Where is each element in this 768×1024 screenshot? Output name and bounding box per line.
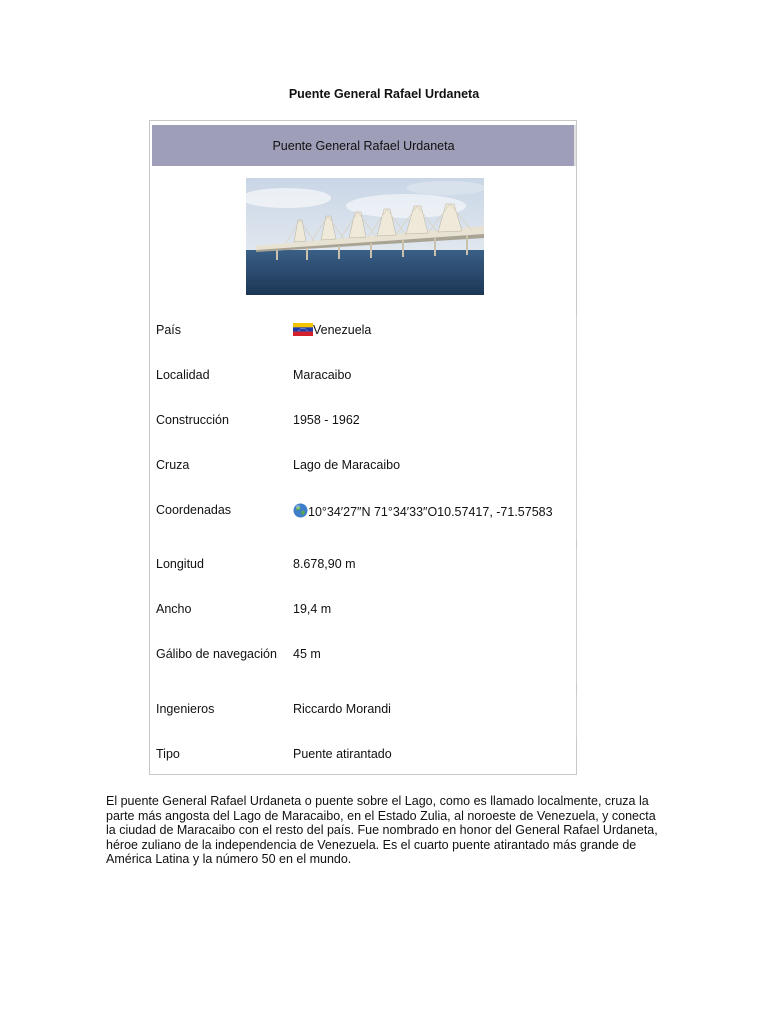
row-value: 8.678,90 m: [293, 557, 356, 571]
row-label: Coordenadas: [156, 503, 232, 517]
infobox-row-longitud: [150, 549, 576, 579]
row-label: Ingenieros: [156, 702, 215, 716]
row-label: Longitud: [156, 557, 204, 571]
row-value[interactable]: [293, 503, 553, 519]
row-divider: [576, 594, 577, 638]
infobox-row-tipo: [150, 739, 576, 769]
country-name: Venezuela: [313, 323, 372, 337]
row-value: [293, 323, 371, 337]
row-divider: [576, 549, 577, 593]
row-value: Riccardo Morandi: [293, 702, 391, 716]
article-paragraph: El puente General Rafael Urdaneta o puente sobre el Lago, como es llamado localmente, cruza la parte más angosta del Lago de Maracaibo, en el Estado Zulia, al noroeste de Venezuela, y conecta la ciudad de Maracaibo con el resto del país. Fue nombrado en honor del General Rafael Urdaneta, héroe zuliano de la independencia de Venezuela. Es el cuarto puente atirantado más grande de América Latina y la número 50 en el mundo.: [106, 794, 658, 867]
row-divider: [576, 694, 577, 738]
infobox: [149, 120, 577, 775]
row-label: Localidad: [156, 368, 210, 382]
row-label: Tipo: [156, 747, 180, 761]
row-divider: [576, 315, 577, 359]
row-divider: [576, 450, 577, 494]
infobox-row-coordenadas: [150, 495, 576, 525]
infobox-row-localidad: [150, 360, 576, 390]
row-value: Maracaibo: [293, 368, 352, 382]
row-value: 19,4 m: [293, 602, 332, 616]
infobox-row-ingenieros: [150, 694, 576, 724]
header-divider: [574, 125, 576, 166]
row-divider: [576, 495, 577, 539]
page-title: Puente General Rafael Urdaneta: [288, 87, 480, 101]
row-label: Cruza: [156, 458, 190, 472]
row-divider: [576, 405, 577, 449]
row-value: 1958 - 1962: [293, 413, 360, 427]
row-divider: [576, 360, 577, 404]
row-label: País: [156, 323, 182, 337]
row-value: 45 m: [293, 647, 321, 661]
row-divider: [576, 639, 577, 683]
row-value: Puente atirantado: [293, 747, 392, 761]
infobox-row-pais: [150, 315, 576, 345]
infobox-row-galibo: [150, 639, 576, 669]
bridge-photo: [246, 178, 484, 295]
globe-icon[interactable]: [293, 503, 308, 518]
venezuela-flag-icon: [293, 323, 313, 336]
row-label: Gálibo de navegación: [156, 647, 277, 661]
infobox-row-cruza: [150, 450, 576, 480]
row-value: Lago de Maracaibo: [293, 458, 401, 472]
infobox-header: Puente General Rafael Urdaneta: [152, 125, 575, 166]
infobox-row-construccion: [150, 405, 576, 435]
coordinates-link[interactable]: 10°34′27″N 71°34′33″O10.57417, -71.57583: [308, 505, 553, 519]
row-label: Construcción: [156, 413, 229, 427]
infobox-row-ancho: [150, 594, 576, 624]
row-label: Ancho: [156, 602, 192, 616]
